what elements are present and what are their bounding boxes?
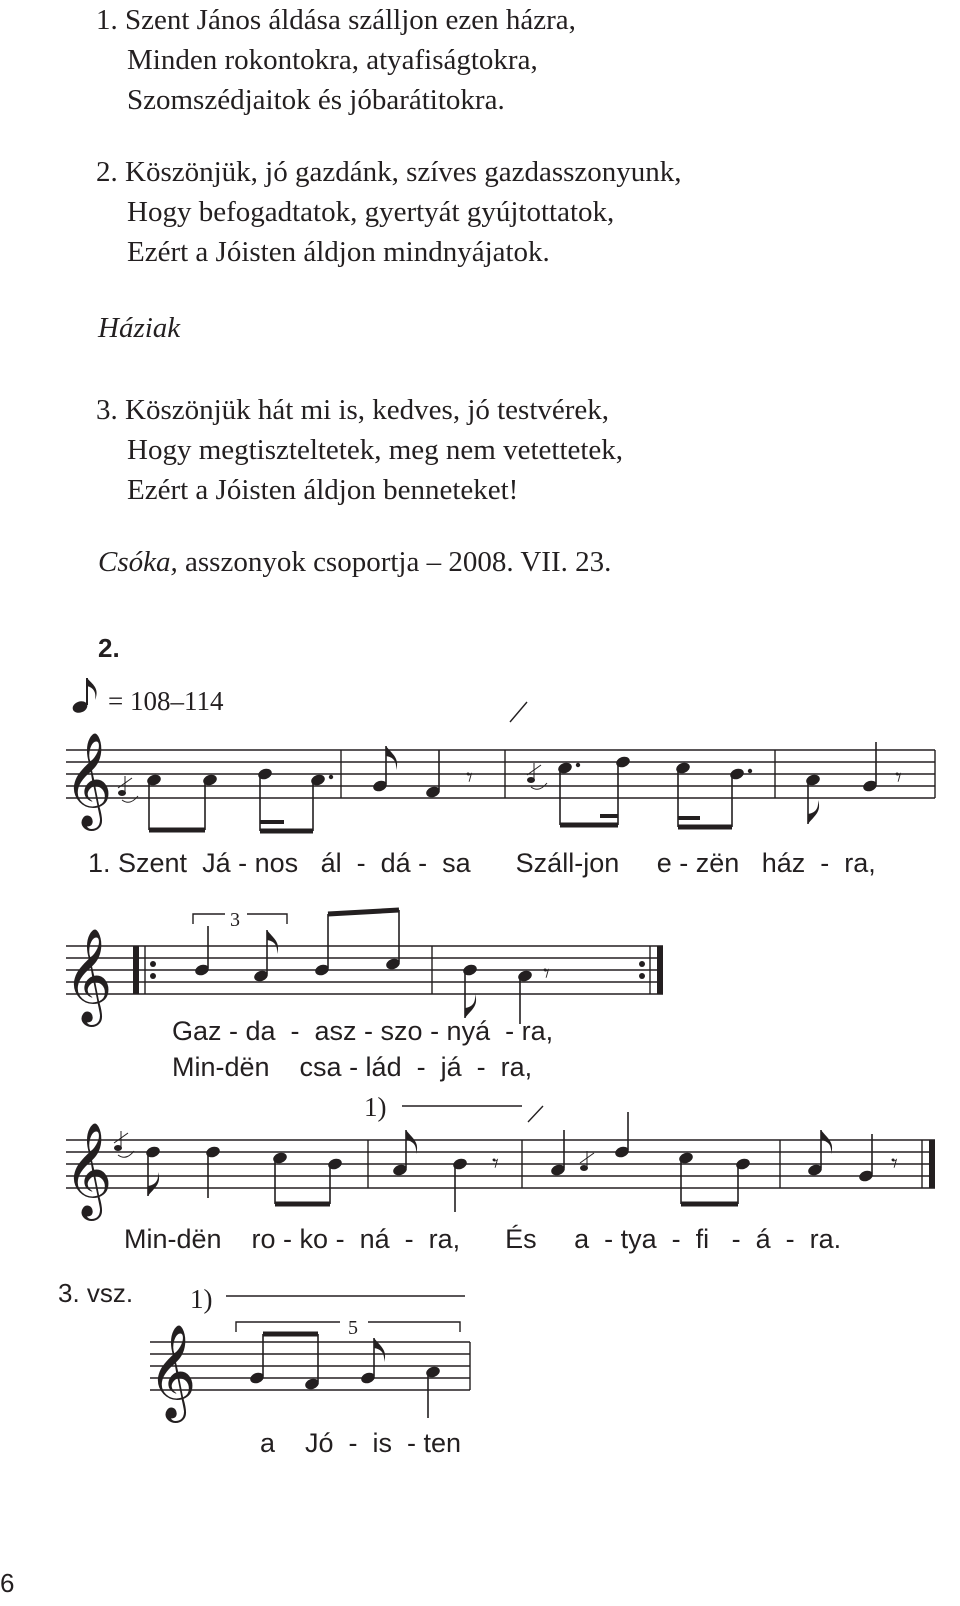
verse-line: Köszönjük hát mi is, kedves, jó testvérek, bbox=[125, 394, 610, 426]
source-place: Csóka, bbox=[98, 546, 178, 578]
breath-mark bbox=[528, 1106, 543, 1122]
page-number: 6 bbox=[0, 1568, 15, 1598]
variant-mark-2: 1) bbox=[190, 1284, 213, 1314]
staff-lines bbox=[66, 750, 935, 798]
verse-1 bbox=[96, 0, 576, 120]
source-details: asszonyok csoportja – 2008. VII. 23. bbox=[177, 546, 612, 578]
svg-text:𝄾: 𝄾 bbox=[543, 959, 550, 989]
notes-measure-10 bbox=[807, 1130, 898, 1183]
notes-measure-7 bbox=[145, 1145, 344, 1204]
staff-3 bbox=[0, 1090, 960, 1230]
verse-line: Ezért a Jóisten áldjon mindnyájatok. bbox=[127, 236, 550, 268]
staff-lines bbox=[66, 946, 663, 994]
verse-number: 1. bbox=[96, 4, 118, 36]
verse-number: 2. bbox=[96, 156, 118, 188]
verse-line: Köszönjük, jó gazdánk, szíves gazdasszonyunk, bbox=[125, 156, 682, 188]
notes-measure-1 bbox=[146, 767, 333, 831]
staff-lines bbox=[66, 1140, 935, 1188]
haziak-label: Háziak bbox=[98, 312, 181, 344]
notes-measure-4 bbox=[805, 742, 902, 824]
tuplet-5: 5 bbox=[348, 1317, 358, 1339]
verse3-label: 3. vsz. bbox=[58, 1278, 134, 1308]
notes-measure-6 bbox=[462, 959, 550, 1024]
source-line bbox=[98, 546, 611, 579]
svg-text:𝄾: 𝄾 bbox=[466, 763, 473, 793]
notes-measure-8 bbox=[392, 1130, 499, 1212]
notes-measure-11 bbox=[249, 1334, 442, 1418]
lyrics-line-2b: Min-dën csa - lád - já - ra, bbox=[172, 1052, 533, 1082]
staff-2 bbox=[0, 896, 960, 1026]
lyrics-line-4: a Jó - is - ten bbox=[260, 1428, 462, 1458]
lyrics-line-1: 1. Szent Já - nos ál - dá - sa Száll-jon e - zën ház - ra, bbox=[88, 848, 876, 878]
verse-line: Ezért a Jóisten áldjon benneteket! bbox=[127, 474, 519, 506]
treble-clef-icon: 𝄞 bbox=[64, 732, 113, 827]
treble-clef-icon: 𝄞 bbox=[64, 928, 113, 1023]
lyrics-line-2a: Gaz - da - asz - szo - nyá - ra, bbox=[172, 1016, 554, 1046]
treble-clef-icon: 𝄞 bbox=[64, 1122, 113, 1217]
tuplet-bracket bbox=[193, 914, 287, 924]
notes-measure-9 bbox=[550, 1112, 752, 1204]
lyrics-line-3: Min-dën ro - ko - ná - ra, És a - tya - fi - á - ra. bbox=[124, 1224, 842, 1254]
verse-line: Hogy megtiszteltetek, meg nem vetettetek, bbox=[127, 434, 624, 466]
verse-line: Szomszédjaitok és jóbarátitokra. bbox=[127, 84, 505, 116]
verse-3 bbox=[96, 390, 623, 510]
tuplet-3: 3 bbox=[230, 909, 240, 931]
breath-mark bbox=[510, 702, 527, 722]
notes-measure-2 bbox=[372, 746, 473, 799]
song-number: 2. bbox=[98, 633, 120, 663]
svg-text:𝄾: 𝄾 bbox=[891, 1149, 898, 1179]
verse-2 bbox=[96, 152, 682, 272]
treble-clef-icon: 𝄞 bbox=[148, 1324, 197, 1419]
verse-number: 3. bbox=[96, 394, 118, 426]
verse-line: Minden rokontokra, atyafiságtokra, bbox=[127, 44, 538, 76]
staff-4 bbox=[0, 1290, 960, 1430]
grace-note bbox=[114, 1131, 134, 1157]
tempo-value: = 108–114 bbox=[108, 686, 224, 716]
verse-line: Hogy befogadtatok, gyertyát gyújtottatok, bbox=[127, 196, 615, 228]
svg-text:𝄾: 𝄾 bbox=[492, 1149, 499, 1179]
notes-measure-3 bbox=[557, 755, 752, 827]
staff-1 bbox=[0, 700, 960, 840]
verse-line: Szent János áldása szálljon ezen házra, bbox=[125, 4, 576, 36]
svg-text:𝄾: 𝄾 bbox=[895, 763, 902, 793]
variant-mark-1: 1) bbox=[364, 1092, 387, 1122]
